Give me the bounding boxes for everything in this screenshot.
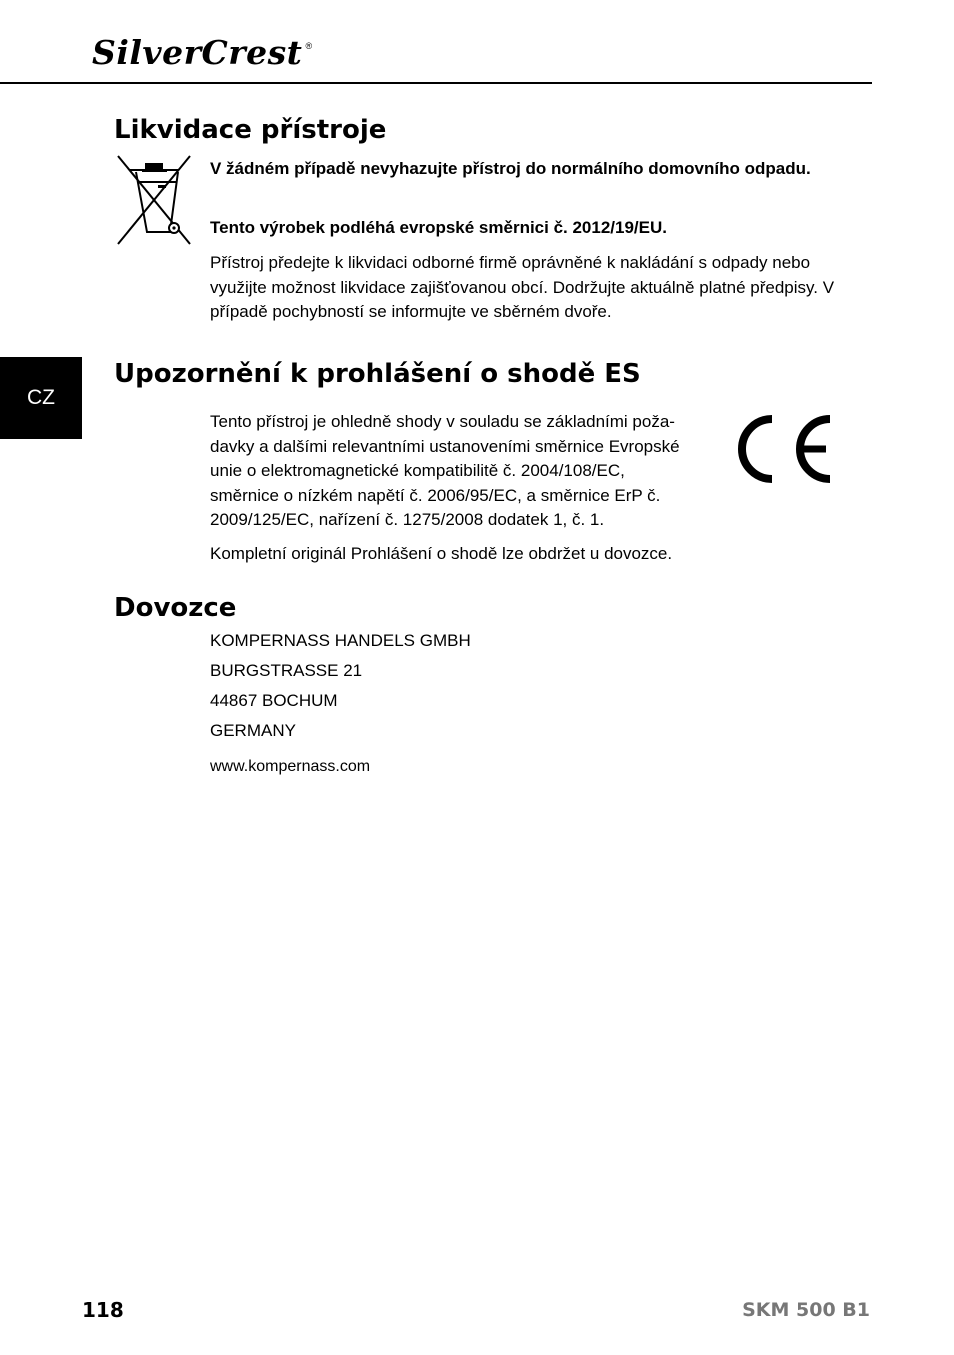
conformity-body (210, 410, 710, 533)
language-tab-label: CZ (27, 386, 55, 409)
importer-website[interactable]: www.kompernass.com (210, 758, 371, 775)
importer-city: 44867 BOCHUM (210, 691, 338, 710)
disposal-body: Přístroj předejte k likvidaci odborné firmě oprávněné k nakládání s odpady nebo využijte možnost likvidace zajišťovanou obcí. Dodržujte aktuálně platné předpisy. V případě pochybností se informujte ve sběrném dvoře. (210, 253, 835, 321)
importer-company: KOMPERNASS HANDELS GMBH (210, 631, 471, 650)
page-number: 118 (82, 1298, 124, 1322)
importer-street: BURGSTRASSE 21 (210, 661, 363, 680)
registered-mark: ® (305, 41, 313, 51)
disposal-directive: Tento výrobek podléhá evropské směrnici č. 2012/19/EU. (210, 218, 667, 237)
importer-country: GERMANY (210, 721, 296, 740)
disposal-warning: V žádném případě nevyhazujte přístroj do normálního domovního odpadu. (210, 159, 811, 178)
importer-heading: Dovozce (114, 593, 237, 623)
conformity-body-line: unie o elektromagnetické kompatibilitě č. 2004/108/EC, (210, 461, 625, 480)
ce-mark-icon (734, 412, 834, 486)
model-number: SKM 500 B1 (742, 1299, 870, 1321)
conformity-note: Kompletní originál Prohlášení o shodě lze obdržet u dovozce. (210, 544, 673, 563)
conformity-body-line: davky a dalšími relevantními ustanoveními směrnice Evropské (210, 436, 680, 456)
language-tab (0, 357, 82, 439)
conformity-heading: Upozornění k prohlášení o shodě ES (114, 359, 641, 389)
crossed-out-wheelie-bin-icon (116, 154, 192, 246)
brand-name: SilverCrest (92, 33, 303, 72)
conformity-body-line: 2009/125/EC, nařízení č. 1275/2008 dodatek 1, č. 1. (210, 510, 605, 529)
brand-logo (92, 32, 312, 74)
conformity-body-line: směrnice o nízkém napětí č. 2006/95/EC, a směrnice ErP č. (210, 485, 661, 505)
disposal-heading: Likvidace přístroje (114, 115, 387, 145)
conformity-body-line: Tento přístroj je ohledně shody v souladu se základními poža- (210, 412, 675, 431)
header-divider (0, 82, 872, 84)
